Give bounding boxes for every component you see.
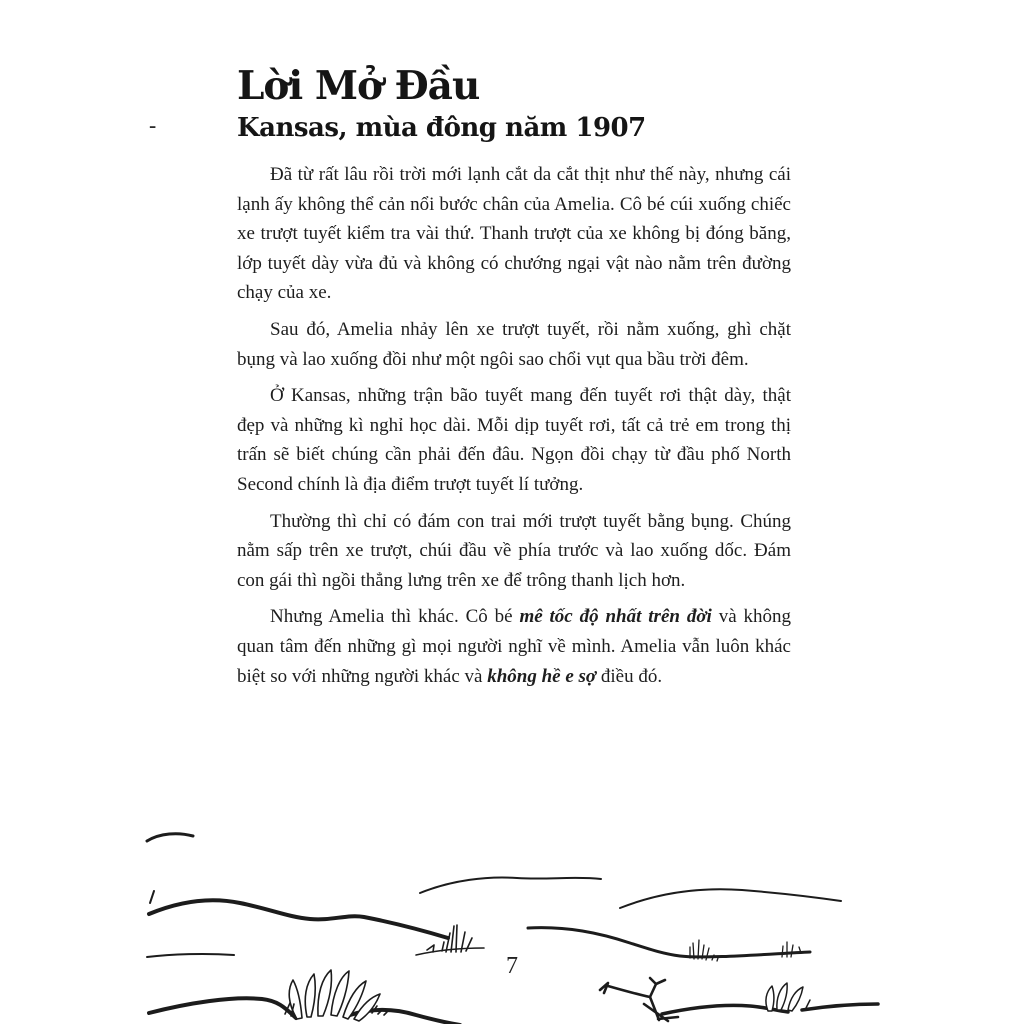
grass-cluster — [766, 983, 810, 1011]
hill-line — [420, 878, 601, 893]
snowy-hills-illustration — [0, 814, 1024, 1024]
page-title: Lời Mở Đầu — [237, 63, 480, 109]
body-text — [237, 160, 791, 698]
text-run: điều đó. — [596, 665, 663, 687]
text-run: Thường thì chỉ có đám con trai mới trượt tuyết bằng bụng. Chúng nằm sấp trên xe trượt, chúi đầu về phía trước và lao xuống dốc. Đám con gái thì ngồi thẳng lưng trên xe để trông thanh lịch hơn. — [237, 510, 791, 591]
paragraph — [237, 160, 791, 308]
twig-tick — [150, 891, 154, 903]
text-run: Sau đó, Amelia nhảy lên xe trượt tuyết, rồi nằm xuống, ghì chặt bụng và lao xuống đồi như một ngôi sao chổi vụt qua bầu trời đêm. — [237, 318, 791, 370]
paragraph — [237, 507, 791, 596]
text-run: Nhưng Amelia thì khác. Cô bé — [270, 606, 520, 628]
paragraph — [237, 602, 791, 691]
text-run: Đã từ rất lâu rồi trời mới lạnh cắt da cắt thịt như thế này, nhưng cái lạnh ấy không thể cản nổi bước chân của Amelia. Cô bé cúi xuống chiếc xe trượt tuyết kiểm tra vài thứ. Thanh trượt của xe không bị đóng băng, lớp tuyết dày vừa đủ và không có chướng ngại vật nào nằm trên đường chạy của xe. — [237, 164, 791, 304]
emphasized-text-run: mê tốc độ nhất trên đời — [519, 606, 712, 628]
text-run: và không quan tâm đến những gì mọi người nghĩ về mình. Amelia vẫn luôn khác biệt so với những người khác và — [237, 606, 791, 687]
paragraph — [237, 315, 791, 374]
page-number: 7 — [506, 953, 518, 979]
grass-tuft — [416, 925, 484, 955]
hill-line — [620, 889, 841, 908]
emphasized-text-run: không hề e sợ — [487, 665, 597, 687]
hill-line — [802, 1004, 878, 1010]
text-run: Ở Kansas, những trận bão tuyết mang đến tuyết rơi thật dày, thật đẹp và những kì nghỉ học dài. Mỗi dịp tuyết rơi, tất cả trẻ em trong thị trấn sẽ biết chúng cần phải đến đâu. Ngọn đồi chạy từ đầu phố North Second chính là địa điểm trượt tuyết lí tưởng. — [237, 385, 791, 495]
page-subtitle: Kansas, mùa đông năm 1907 — [237, 113, 646, 143]
paragraph — [237, 381, 791, 499]
margin-dash: - — [146, 114, 160, 139]
hill-line — [149, 998, 296, 1018]
hill-line — [149, 900, 448, 938]
hill-line — [147, 834, 193, 841]
